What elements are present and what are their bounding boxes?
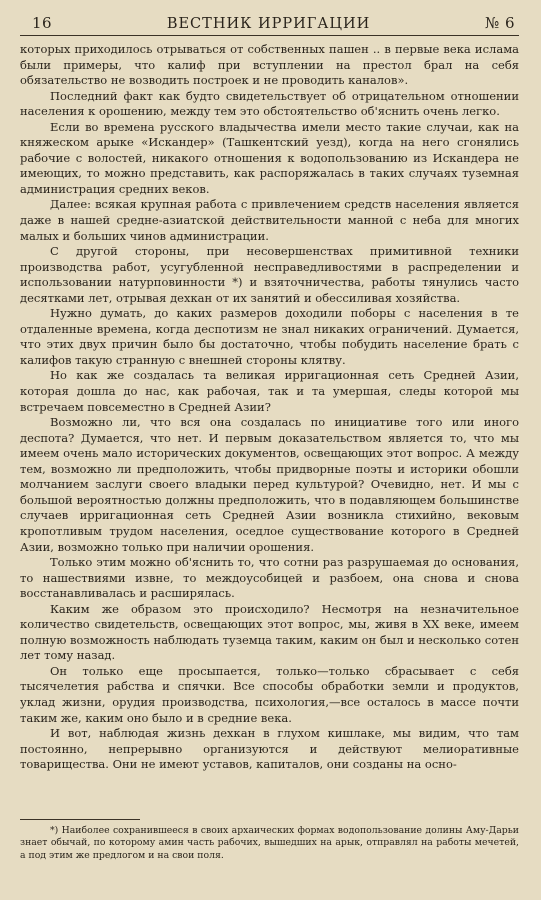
paragraph: Последний факт как будто свидетельствует об отрицательном отношении населения к орошению, между тем это обстоятельство об'яснить очень легко. — [20, 88, 519, 119]
footnote-divider — [20, 819, 140, 820]
paragraph: которых приходилось отрываться от собственных пашен .. в первые века ислама были примеры, что калиф при вступлении на престол брал на себя обязательство не возводить построек и не проводить каналов». — [20, 42, 519, 88]
paragraph: Каким же образом это происходило? Несмотря на незначительное количество свидетельств, освещающих этот вопрос, мы, живя в XX веке, имеем полную возможность наблюдать туземца таким, каким он был и несколько сотен лет тому назад. — [20, 601, 519, 663]
paragraph: Далее: всякая крупная работа с привлечением средств населения является даже в нашей средне-азиатской действительности манной с неба для многих малых и больших чинов администрации. — [20, 197, 519, 243]
paragraph: И вот, наблюдая жизнь дехкан в глухом кишлаке, мы видим, что там постоянно, непрерывно организуются и действуют мелиоративные товарищества. Они не имеют уставов, капиталов, они созданы на осно- — [20, 726, 519, 772]
paragraph: Но как же создалась та великая ирригационная сеть Средней Азии, которая дошла до нас, как рабочая, так и та умершая, следы которой мы встречаем повсеместно в Средней Азии? — [20, 368, 519, 414]
footnote: *) Наиболее сохранившееся в своих архаических формах водопользование долины Аму-Дарьи знает обычай, по которому амин часть рабочих, вышедших на арык, отправлял на работы мечетей, а под этим же предлогом и на свои поля. — [20, 824, 519, 861]
paragraph: Возможно ли, что вся она создалась по инициативе того или иного деспота? Думается, что нет. И первым доказательством является то, что мы имеем очень мало исторических документов, освещающих этот вопрос. А между тем, возможно ли предположить, чтобы придворные поэты и историки обошли молчанием заслуги своего владыки перед культурой? Очевидно, нет. И мы с большой вероятностью должны предположить, что в подавляющем большинстве случаев ирригационная сеть Средней Азии возникла стихийно, вековым кропотливым трудом населения, оседлое существование которого в Средней Азии, возможно только при наличии орошения. — [20, 415, 519, 554]
paragraph: С другой стороны, при несовершенствах примитивной техники производства работ, усугубленной несправедливостями в распределении и использовании натурповинности *) и взяточничества, работы тянулись часто десятками лет, отрывая дехкан от их занятий и обессиливая хозяйства. — [20, 244, 519, 305]
paragraph: Нужно думать, до каких размеров доходили поборы с населения в те отдаленные времена, когда деспотизм не знал никаких ограничений. Думается, что этих двух причин было бы достаточно, чтобы побудить население брать с калифов такую странную с внешней стороны клятву. — [20, 306, 519, 367]
paragraph: Только этим можно об'яснить то, что сотни раз разрушаемая до основания, то нашествиями извне, то междоусобицей и разбоем, она снова и снова восстанавливалась и расширялась. — [20, 555, 519, 601]
running-head — [20, 14, 519, 36]
paragraph: Если во времена русского владычества имели место такие случаи, как на княжеском арыке «Искандер» (Ташкентский уезд), когда на него сгонялись рабочие с волостей, никакого отношения к водопользованию из Искандера не имеющих, то можно представить, как распоряжалась в таких случаях туземная администрация средних веков. — [20, 119, 519, 196]
issue-number: № 6 — [484, 14, 515, 32]
journal-title: ВЕСТНИК ИРРИГАЦИИ — [166, 16, 371, 32]
page-number: 16 — [32, 14, 53, 32]
paragraph: Он только еще просыпается, только—только сбрасывает с себя тысячелетия рабства и спячки. Все способы обработки земли и продуктов, уклад жизни, орудия производства, психология,—все осталось в массе почти таким же, каким оно было и в средние века. — [20, 663, 519, 725]
article-body — [20, 42, 519, 773]
